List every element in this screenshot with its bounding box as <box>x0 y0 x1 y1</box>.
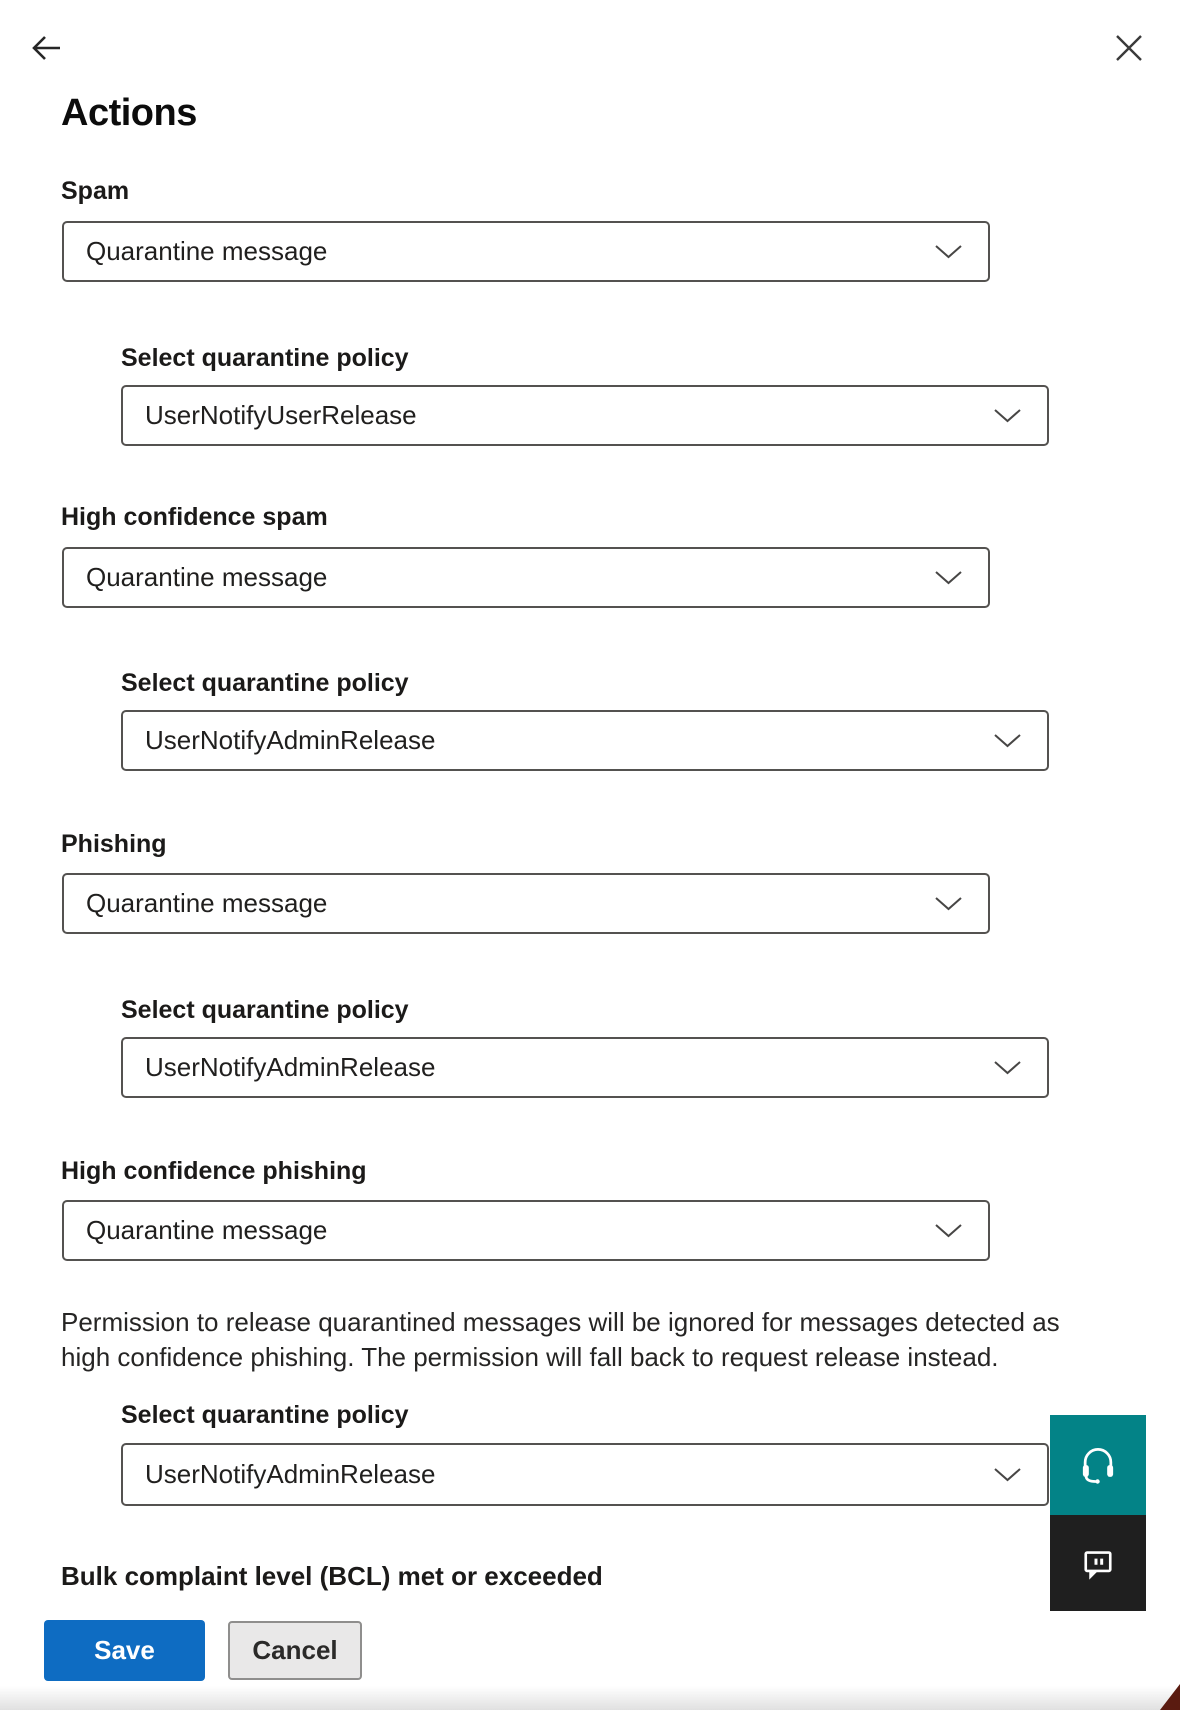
back-button[interactable] <box>27 29 65 67</box>
save-button[interactable]: Save <box>44 1620 205 1681</box>
bottom-shadow-gradient <box>0 1686 1180 1710</box>
chevron-down-icon <box>994 1061 1021 1075</box>
chevron-down-icon <box>935 1224 962 1238</box>
note-line-1: Permission to release quarantined messages will be ignored for messages detected as <box>61 1307 1060 1337</box>
select-quarantine-policy-label: Select quarantine policy <box>121 344 409 372</box>
high-confidence-spam-action-select[interactable] <box>62 547 990 608</box>
corner-artifact <box>1160 1684 1180 1710</box>
spam-label: Spam <box>61 177 130 205</box>
high-confidence-spam-quarantine-policy-value: UserNotifyAdminRelease <box>145 725 436 755</box>
high-confidence-phishing-action-value: Quarantine message <box>86 1215 328 1245</box>
phishing-quarantine-policy-value: UserNotifyAdminRelease <box>145 1052 436 1082</box>
select-quarantine-policy-label: Select quarantine policy <box>121 1401 409 1429</box>
chevron-down-icon <box>935 897 962 911</box>
high-confidence-spam-quarantine-policy-select[interactable] <box>121 710 1049 771</box>
high-confidence-phishing-note <box>61 1305 1161 1375</box>
close-icon <box>1115 34 1143 62</box>
help-button[interactable] <box>1050 1415 1146 1515</box>
high-confidence-spam-action-value: Quarantine message <box>86 562 328 592</box>
chevron-down-icon <box>935 571 962 585</box>
bulk-complaint-level-label: Bulk complaint level (BCL) met or exceeded <box>61 1561 603 1591</box>
headset-icon <box>1076 1442 1120 1488</box>
phishing-action-select[interactable] <box>62 873 990 934</box>
page-title: Actions <box>61 92 197 134</box>
spam-action-value: Quarantine message <box>86 236 328 266</box>
spam-quarantine-policy-value: UserNotifyUserRelease <box>145 400 417 430</box>
spam-quarantine-policy-select[interactable] <box>121 385 1049 446</box>
chat-feedback-icon <box>1077 1542 1119 1584</box>
chevron-down-icon <box>935 245 962 259</box>
select-quarantine-policy-label: Select quarantine policy <box>121 669 409 697</box>
phishing-action-value: Quarantine message <box>86 888 328 918</box>
chevron-down-icon <box>994 1468 1021 1482</box>
arrow-left-icon <box>27 29 65 67</box>
chevron-down-icon <box>994 734 1021 748</box>
phishing-quarantine-policy-select[interactable] <box>121 1037 1049 1098</box>
high-confidence-phishing-quarantine-policy-select[interactable] <box>121 1443 1049 1506</box>
chevron-down-icon <box>994 409 1021 423</box>
high-confidence-phishing-label: High confidence phishing <box>61 1157 367 1185</box>
high-confidence-phishing-quarantine-policy-value: UserNotifyAdminRelease <box>145 1459 436 1489</box>
feedback-button[interactable] <box>1050 1515 1146 1611</box>
phishing-label: Phishing <box>61 830 167 858</box>
spam-action-select[interactable] <box>62 221 990 282</box>
cancel-button[interactable]: Cancel <box>228 1621 362 1680</box>
select-quarantine-policy-label: Select quarantine policy <box>121 996 409 1024</box>
high-confidence-spam-label: High confidence spam <box>61 503 328 531</box>
high-confidence-phishing-action-select[interactable] <box>62 1200 990 1261</box>
note-line-2: high confidence phishing. The permission will fall back to request release instead. <box>61 1342 999 1372</box>
close-button[interactable] <box>1115 34 1143 62</box>
